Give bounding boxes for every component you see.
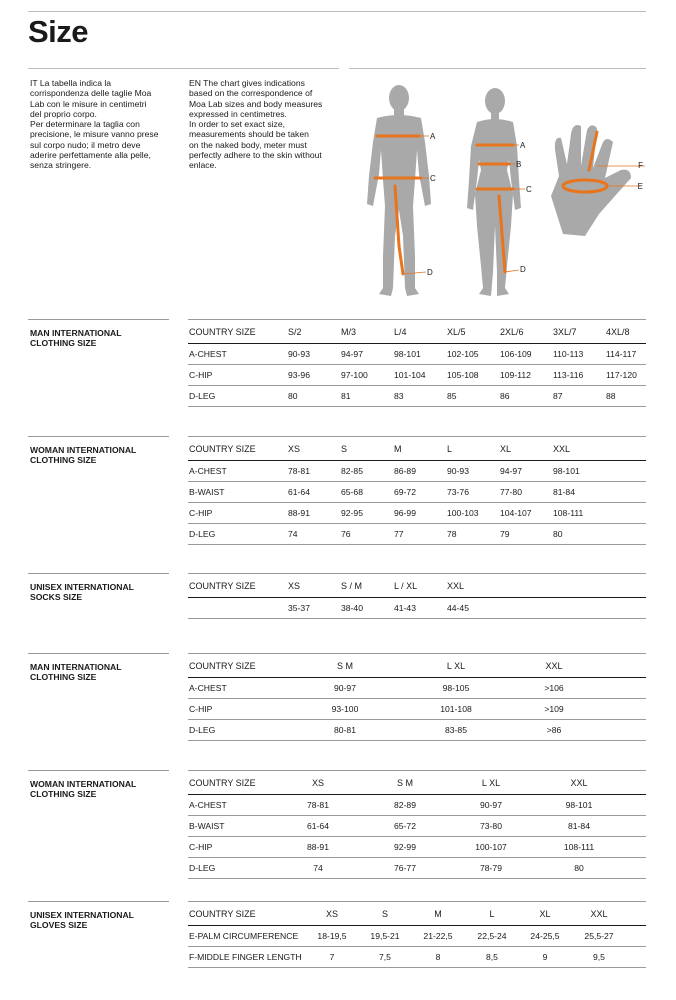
table-cell: 100-103 [447, 508, 479, 518]
section-title: MAN INTERNATIONAL CLOTHING SIZE [30, 662, 122, 683]
table-row [188, 699, 646, 720]
size-header-cell: S [381, 909, 388, 919]
table-cell: 88-91 [307, 842, 329, 852]
size-header-cell: XS [288, 444, 301, 454]
country-size-header: COUNTRY SIZE [189, 778, 256, 788]
table-cell: 74 [288, 529, 298, 539]
table-row [188, 482, 646, 503]
table-cell: 80-81 [334, 725, 356, 735]
table-cell: 101-108 [440, 704, 472, 714]
size-header-cell: L XL [481, 778, 501, 788]
table-header-row [188, 575, 646, 598]
table-row [188, 926, 646, 947]
table-cell: 82-85 [341, 466, 363, 476]
size-header-cell: S/2 [288, 327, 302, 337]
table-cell: 104-107 [500, 508, 532, 518]
table-cell: 117-120 [606, 370, 637, 380]
size-header-cell: 2XL/6 [500, 327, 524, 337]
table-cell: >106 [544, 683, 564, 693]
marker-woman-b: B [516, 160, 522, 169]
table-cell: 90-93 [447, 466, 469, 476]
table-top-divider [188, 901, 646, 902]
table-row [188, 524, 646, 545]
size-header-cell: XL/5 [447, 327, 466, 337]
table-cell: 81-84 [553, 487, 575, 497]
table-cell: 38-40 [341, 603, 363, 613]
section-title: WOMAN INTERNATIONAL CLOTHING SIZE [30, 445, 137, 466]
table-cell: >109 [544, 704, 564, 714]
size-header-cell: XS [288, 581, 301, 591]
size-header-cell: 4XL/8 [606, 327, 630, 337]
measurement-label: D-LEG [189, 391, 216, 401]
table-row [188, 461, 646, 482]
table-cell: 77-80 [500, 487, 522, 497]
table-cell: 24-25,5 [530, 931, 560, 941]
measurement-label: A-CHEST [189, 349, 227, 359]
measurement-label: C-HIP [189, 704, 213, 714]
table-cell: 78-79 [480, 863, 502, 873]
section-title: WOMAN INTERNATIONAL CLOTHING SIZE [30, 779, 137, 800]
table-cell: 83-85 [445, 725, 467, 735]
country-size-header: COUNTRY SIZE [189, 661, 256, 671]
table-header-row [188, 772, 646, 795]
table-cell: 83 [394, 391, 404, 401]
table-cell: 85 [447, 391, 457, 401]
table-cell: 92-99 [394, 842, 416, 852]
table-cell: 65-72 [394, 821, 416, 831]
table-cell: 22,5-24 [477, 931, 507, 941]
size-header-cell: L XL [446, 661, 466, 671]
size-header-cell: S M [396, 778, 413, 788]
table-cell: 78 [447, 529, 457, 539]
table-cell: 93-96 [288, 370, 310, 380]
measurement-label: C-HIP [189, 508, 213, 518]
table-header-row [188, 438, 646, 461]
table-cell: 110-113 [553, 349, 584, 359]
top-divider [28, 11, 646, 12]
measurement-label: B-WAIST [189, 487, 225, 497]
size-header-cell: 3XL/7 [553, 327, 577, 337]
table-row [188, 678, 646, 699]
size-header-cell: L / XL [394, 581, 418, 591]
marker-hand-e: E [637, 182, 643, 191]
size-header-cell: XL [539, 909, 551, 919]
intro-divider-left [28, 68, 339, 69]
page-title: Size [28, 14, 89, 49]
table-cell: 61-64 [307, 821, 329, 831]
country-size-header: COUNTRY SIZE [189, 581, 256, 591]
table-cell: 86-89 [394, 466, 416, 476]
table-cell: 73-76 [447, 487, 469, 497]
table-top-divider [188, 436, 646, 437]
marker-woman-a: A [520, 141, 526, 150]
section-label-divider [28, 319, 169, 320]
table-cell: 77 [394, 529, 404, 539]
table-cell: 61-64 [288, 487, 310, 497]
table-cell: 9,5 [593, 952, 605, 962]
table-cell: 98-101 [394, 349, 421, 359]
table-header-row [188, 903, 646, 926]
country-size-header: COUNTRY SIZE [189, 327, 256, 337]
measurement-label: F-MIDDLE FINGER LENGTH [189, 952, 302, 962]
size-header-cell: XS [311, 778, 324, 788]
table-cell: 44-45 [447, 603, 469, 613]
size-header-cell: L [447, 444, 453, 454]
size-header-cell: L/4 [394, 327, 407, 337]
section-label-divider [28, 901, 169, 902]
table-cell: 94-97 [500, 466, 522, 476]
table-header-row [188, 655, 646, 678]
table-cell: 21-22,5 [423, 931, 453, 941]
size-table [188, 575, 646, 619]
size-header-cell: XXL [590, 909, 608, 919]
table-cell: 73-80 [480, 821, 502, 831]
size-header-cell: XL [500, 444, 512, 454]
measurement-markers [427, 132, 643, 277]
measurement-label: E-PALM CIRCUMFERENCE [189, 931, 299, 941]
table-row [188, 858, 646, 879]
size-table [188, 321, 646, 407]
table-cell: 80 [288, 391, 298, 401]
section-label-divider [28, 436, 169, 437]
table-row [188, 837, 646, 858]
table-top-divider [188, 573, 646, 574]
size-header-cell: M [434, 909, 442, 919]
table-cell: 93-100 [331, 704, 359, 714]
table-cell: 41-43 [394, 603, 416, 613]
table-cell: 82-89 [394, 800, 416, 810]
size-table [188, 903, 646, 968]
section-title: MAN INTERNATIONAL CLOTHING SIZE [30, 328, 122, 349]
table-cell: 102-105 [447, 349, 479, 359]
woman-silhouette [467, 88, 521, 296]
section-label-divider [28, 653, 169, 654]
table-cell: 88 [606, 391, 616, 401]
table-cell: 18-19,5 [317, 931, 347, 941]
size-header-cell: XXL [553, 444, 571, 454]
table-cell: 98-105 [442, 683, 470, 693]
table-row [188, 795, 646, 816]
size-header-cell: M [394, 444, 402, 454]
table-cell: 106-109 [500, 349, 532, 359]
table-cell: 108-111 [553, 508, 584, 518]
section-title: UNISEX INTERNATIONAL SOCKS SIZE [30, 582, 134, 603]
size-table [188, 438, 646, 545]
measurement-label: A-CHEST [189, 683, 227, 693]
size-header-cell: M/3 [341, 327, 357, 337]
table-row [188, 720, 646, 741]
size-header-cell: XXL [570, 778, 588, 788]
table-cell: 97-100 [341, 370, 368, 380]
measurement-label: D-LEG [189, 725, 216, 735]
table-cell: 88-91 [288, 508, 310, 518]
measurement-label: C-HIP [189, 370, 213, 380]
section-title: UNISEX INTERNATIONAL GLOVES SIZE [30, 910, 134, 931]
marker-man-d: D [427, 268, 433, 277]
marker-woman-d: D [520, 265, 526, 274]
man-silhouette [367, 85, 431, 296]
measurement-label: A-CHEST [189, 800, 227, 810]
table-cell: 79 [500, 529, 510, 539]
table-cell: 78-81 [288, 466, 310, 476]
table-cell: 19,5-21 [370, 931, 400, 941]
size-table [188, 772, 646, 879]
table-row [188, 947, 646, 968]
table-cell: 25,5-27 [584, 931, 614, 941]
measurement-label: D-LEG [189, 863, 216, 873]
measurement-label: B-WAIST [189, 821, 225, 831]
intro-text-italian: IT La tabella indica la corrispondenza delle taglie Moa Lab con le misure in centimetri del proprio corpo. Per determinare la taglia con precisione, le misure vanno prese sul corpo nudo; il metro deve aderire perfettamente alla pelle, senza stringere. [30, 78, 159, 171]
table-cell: 78-81 [307, 800, 329, 810]
table-cell: 76-77 [394, 863, 416, 873]
table-top-divider [188, 653, 646, 654]
table-cell: 90-97 [334, 683, 356, 693]
size-header-cell: S [341, 444, 348, 454]
table-cell: 98-101 [553, 466, 580, 476]
table-cell: 87 [553, 391, 563, 401]
table-cell: 101-104 [394, 370, 426, 380]
size-table [188, 655, 646, 741]
table-cell: 108-111 [563, 842, 595, 852]
table-cell: 114-117 [606, 349, 637, 359]
table-cell: 80 [574, 863, 584, 873]
marker-hand-f: F [638, 161, 643, 170]
table-cell: 100-107 [475, 842, 507, 852]
size-header-cell: XXL [447, 581, 465, 591]
intro-text-english: EN The chart gives indications based on the correspondence of Moa Lab sizes and body measures expressed in centimetres. In order to set exact size, measurements should be taken on the naked body, meter must perfectly adhere to the skin without enlace. [189, 78, 323, 171]
table-cell: 74 [313, 863, 323, 873]
table-cell: 90-93 [288, 349, 310, 359]
table-cell: 7,5 [379, 952, 391, 962]
table-cell: 96-99 [394, 508, 416, 518]
table-header-row [188, 321, 646, 344]
size-header-cell: L [489, 909, 495, 919]
table-cell: 69-72 [394, 487, 416, 497]
table-cell: 109-112 [500, 370, 531, 380]
table-cell: 81-84 [568, 821, 590, 831]
table-cell: 80 [553, 529, 563, 539]
country-size-header: COUNTRY SIZE [189, 909, 256, 919]
table-row [188, 386, 646, 407]
table-row [188, 365, 646, 386]
size-header-cell: S M [336, 661, 353, 671]
table-cell: >86 [546, 725, 562, 735]
table-cell: 113-116 [553, 370, 584, 380]
table-row [188, 816, 646, 837]
table-cell: 8 [435, 952, 441, 962]
table-row [188, 344, 646, 365]
section-label-divider [28, 770, 169, 771]
table-cell: 35-37 [288, 603, 310, 613]
measurement-label: C-HIP [189, 842, 213, 852]
table-row [188, 598, 646, 619]
intro-divider-right [349, 68, 646, 69]
table-cell: 94-97 [341, 349, 363, 359]
size-header-cell: XXL [545, 661, 563, 671]
table-cell: 105-108 [447, 370, 479, 380]
table-cell: 92-95 [341, 508, 363, 518]
country-size-header: COUNTRY SIZE [189, 444, 256, 454]
table-cell: 86 [500, 391, 510, 401]
measurement-label: D-LEG [189, 529, 216, 539]
table-cell: 8,5 [486, 952, 498, 962]
table-cell: 90-97 [480, 800, 502, 810]
size-header-cell: XS [325, 909, 338, 919]
table-cell: 9 [542, 952, 548, 962]
body-measurement-figures [349, 76, 649, 304]
table-top-divider [188, 319, 646, 320]
measurement-label: A-CHEST [189, 466, 227, 476]
section-label-divider [28, 573, 169, 574]
marker-woman-c: C [526, 185, 532, 194]
table-cell: 98-101 [565, 800, 593, 810]
marker-man-a: A [430, 132, 436, 141]
table-row [188, 503, 646, 524]
table-cell: 81 [341, 391, 351, 401]
table-cell: 76 [341, 529, 351, 539]
table-top-divider [188, 770, 646, 771]
table-cell: 7 [329, 952, 335, 962]
marker-man-c: C [430, 174, 436, 183]
table-cell: 65-68 [341, 487, 363, 497]
size-header-cell: S / M [341, 581, 363, 591]
